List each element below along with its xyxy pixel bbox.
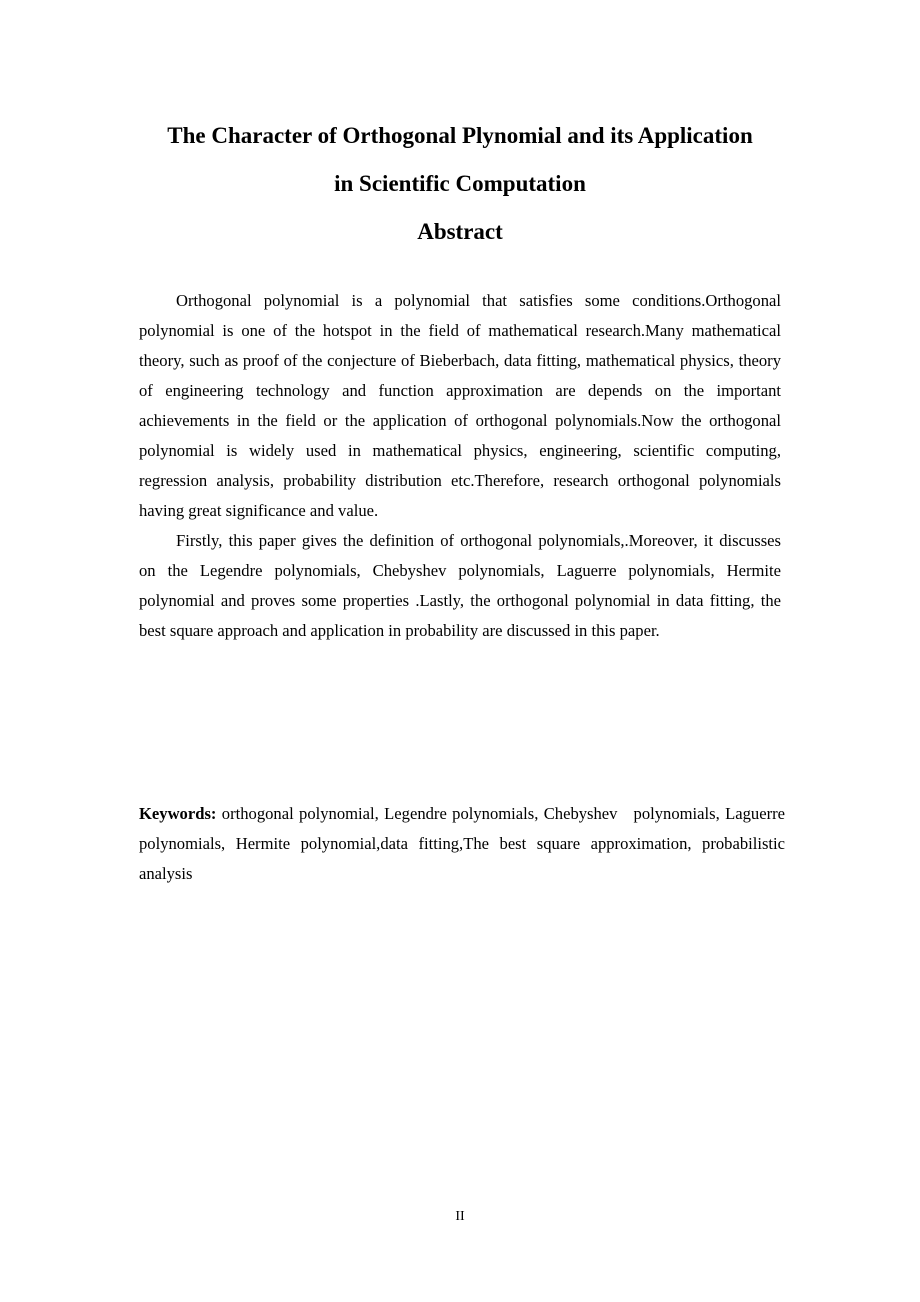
paper-title-line-2: in Scientific Computation	[334, 171, 586, 196]
abstract-paragraph-2: Firstly, this paper gives the definition of orthogonal polynomials,.Moreover, it discusses on the Legendre polynomials, Chebyshev polynomials, Laguerre polynomials, Hermite polynomial and proves some properties .Lastly, the orthogonal polynomial in data fitting, the best square approach and application in probability are discussed in this paper.	[139, 531, 781, 640]
keywords-label: Keywords:	[139, 804, 217, 823]
abstract-body	[139, 286, 781, 646]
keywords-text: orthogonal polynomial, Legendre polynomials, Chebyshev polynomials, Laguerre polynomials, Hermite polynomial,data fitting,The best square approximation, probabilistic analysis	[139, 804, 785, 883]
abstract-paragraph-1: Orthogonal polynomial is a polynomial that satisfies some conditions.Orthogonal polynomial is one of the hotspot in the field of mathematical research.Many mathematical theory, such as proof of the conjecture of Bieberbach, data fitting, mathematical physics, theory of engineering technology and function approximation are depends on the important achievements in the field or the application of orthogonal polynomials.Now the orthogonal polynomial is widely used in mathematical physics, engineering, scientific computing, regression analysis, probability distribution etc.Therefore, research orthogonal polynomials having great significance and value.	[139, 291, 781, 520]
paper-title-line-1: The Character of Orthogonal Plynomial and its Application	[167, 123, 753, 148]
abstract-heading: Abstract	[417, 219, 503, 244]
page-number: II	[455, 1209, 465, 1224]
keywords-block	[139, 799, 785, 889]
